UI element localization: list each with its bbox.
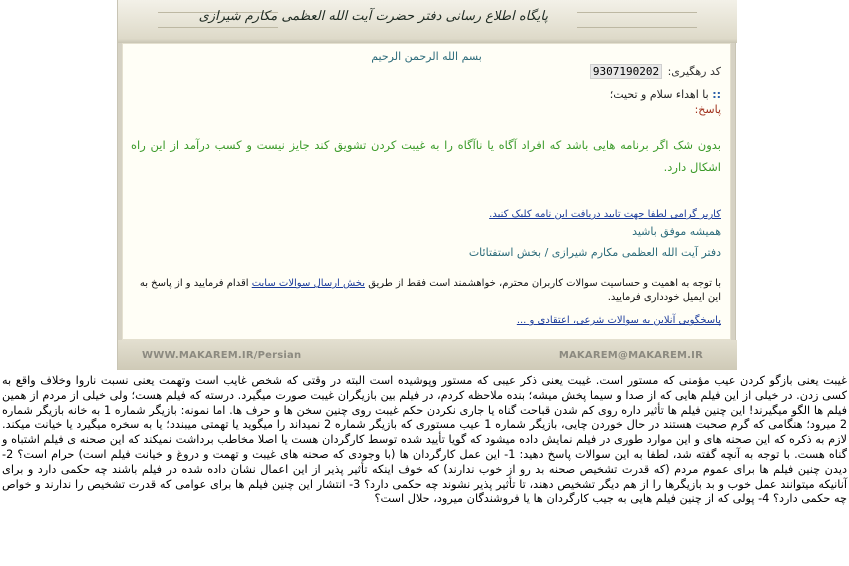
bismillah: بسم الله الرحمن الرحیم	[371, 50, 482, 63]
tracking-code: 9307190202	[590, 64, 662, 79]
send-question-link[interactable]: بخش ارسال سوالات سایت	[251, 278, 365, 289]
confirm-receipt-link[interactable]: کاربر گرامی لطفا جهت تایید دریافت این نامه کلیک کنید.	[489, 209, 721, 220]
logo: پایگاه اطلاع رسانی دفتر حضرت آیت الله العظمی مکارم شیرازی	[198, 9, 548, 24]
header-banner	[118, 0, 737, 43]
notice-after: اقدام فرمایید و از پاسخ به این ایمیل خودداری فرمایید.	[139, 278, 721, 303]
question-text: غیبت یعنی بازگو کردن عیب مؤمنی که مستور است. غیبت یعنی ذکر عیبی که مستور وپوشیده است البته در وقتی که شخص غایب است وتهمت یعنی نسبت ناروا وخلاف واقع به کسی زدن. در خیلی از این فیلم هایی که از صدا و سیما پخش میشه؛ بنده ملاحظه کردم، در فیلم بین بازیگران غیبت صورت میگیرد. درسته که فیلم هست؛ ولی خیلی از مردم از همین فیلم ها الگو میگیرند! این چنین فیلم ها تأثیر داره روی کم شدن قباحت گناه یا جاری نکردن حکم غیبت روی چنین سخن ها و حرف ها. اما نمونه: بازیگر شماره 1 به خانه بازیگر شماره 2 میرود؛ هنگامی که گرم صحبت هستند در حال خوردن چایی، بازیگر شماره 1 عیب مستوری که بازیگر شماره 2 نمیداند را میگوید یا تهمتی میبندد؛ یا به سخره میگیرد یا خیانت میکند. لازم به ذکره که این صحنه های و این موارد طوری در فیلم نمایش داده میشود که گویا تأیید شده توسط کارگردان هست یا اصلا مخاطب برداشت نمیکند که این صحنه ی فیلم اشتباه و گناه هست. با توجه به آنچه گفته شد، لطفا به این سوالات پاسخ دهید: 1- این عمل کارگردان ها (با وجودی که صحنه های غیبت و تهمت و دروغ و خیانت فیلم است) حرام است؟ 2- دیدن چنین فیلم ها برای عموم مردم (که قدرت تشخیص صحنه بد رو از خوب ندارند) که خوف اینکه تأثیر پذیر از این اعمال نشان داده شده در فیلم باشند چه حکمی دارد و برای آنانیکه میتوانند عمل خوب و بد بازیگرها را از هم دیگر تشخیص دهند، تا تأثیر پذیر نشوند چه حکمی دارد؟ 3- انتشار این چنین فیلم ها برای عوامی که قدرت تشخیص را ندارند و خواص چه حکمی دارد؟ 4- پولی که از چنین فیلم هایی به جیب کارگردان ها یا فروشندگان میرود، حلال است؟	[2, 374, 847, 506]
site-url: WWW.MAKAREM.IR/Persian	[142, 350, 302, 361]
wish-text: همیشه موفق باشید	[632, 225, 721, 238]
tracking-label: کد رهگیری:	[667, 65, 721, 78]
ornament-right	[577, 12, 697, 28]
notice-text	[131, 277, 721, 305]
greeting: با اهداء سلام و تحیت؛	[609, 88, 709, 101]
office-signature: دفتر آیت الله العظمی مکارم شیرازی / بخش استفتائات	[468, 246, 721, 259]
answer-label: پاسخ:	[694, 103, 721, 116]
letter-body	[122, 43, 731, 340]
tracking-line	[590, 64, 721, 79]
notice-before: با توجه به اهمیت و حساسیت سوالات کاربران محترم، خواهشمند است فقط از طریق	[368, 278, 721, 289]
answer-text: بدون شک اگر برنامه هایی باشد که افراد آگاه یا ناآگاه را به غیبت کردن تشویق کند جایز نیست و کسب درآمد از این راه اشکال دارد.	[131, 138, 721, 174]
greeting-mark: ::	[712, 88, 721, 101]
contact-email: MAKAREM@MAKAREM.IR	[558, 350, 703, 361]
online-answer-link[interactable]: پاسخگویی آنلاین به سوالات شرعی، اعتقادی و ...	[516, 315, 721, 326]
greeting-line	[610, 87, 721, 102]
footer-bar	[118, 340, 737, 370]
email-frame	[117, 0, 736, 370]
